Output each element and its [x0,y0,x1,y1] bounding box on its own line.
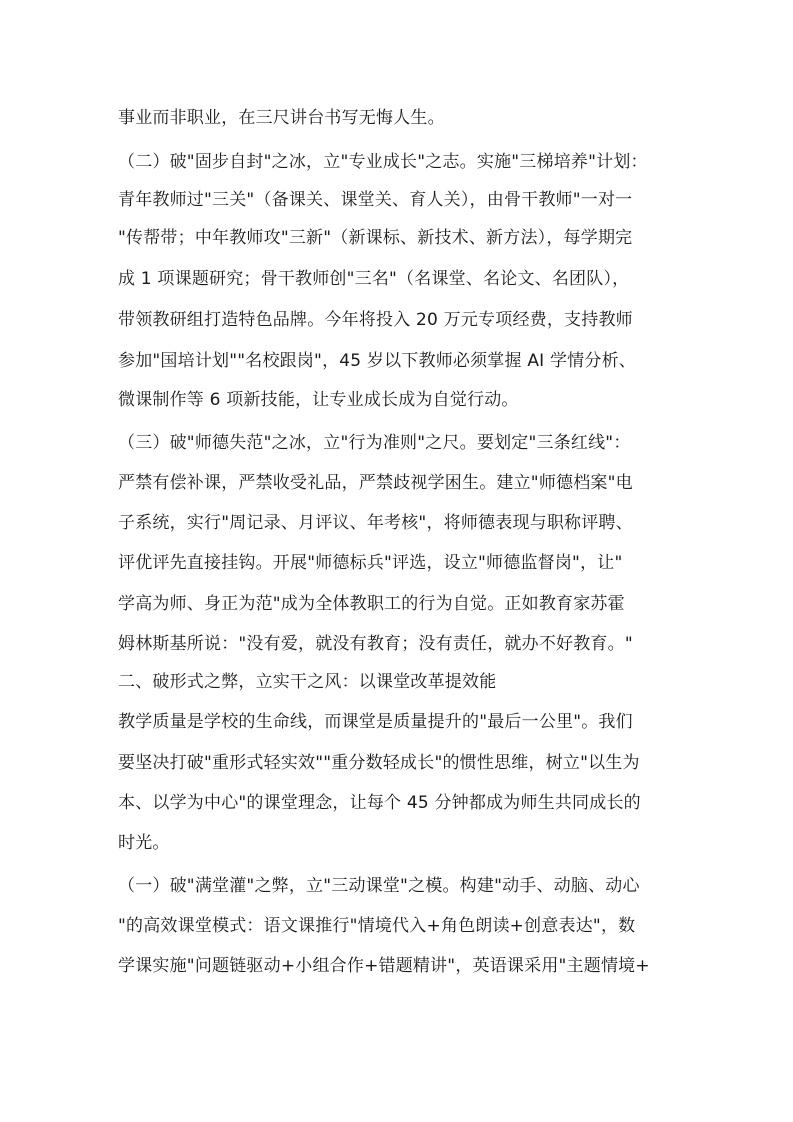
text-line: 本、以学为中心"的课堂理念，让每个 45 分钟都成为师生共同成长的 [118,793,641,813]
section-heading: 二、破形式之弊，立实干之风：以课堂改革提效能 [118,672,497,692]
text-line: 事业而非职业，在三尺讲台书写无悔人生。 [118,108,445,128]
text-line: 严禁有偿补课，严禁收受礼品，严禁歧视学困生。建立"师德档案"电 [118,473,633,493]
text-line: （三）破"师德失范"之冰，立"行为准则"之尺。要划定"三条红线"： [118,433,631,453]
text-line: 微课制作等 6 项新技能，让专业成长成为自觉行动。 [118,390,519,410]
text-line: 成 1 项课题研究；骨干教师创"三名"（名课堂、名论文、名团队）， [118,269,630,289]
text-line: 教学质量是学校的生命线，而课堂是质量提升的"最后一公里"。我们 [118,712,633,732]
text-line: （一）破"满堂灌"之弊，立"三动课堂"之模。构建"动手、动脑、动心 [118,876,640,896]
text-line: 参加"国培计划""名校跟岗"，45 岁以下教师必须掌握 AI 学情分析、 [118,351,636,371]
text-line: "传帮带；中年教师攻"三新"（新课标、新技术、新方法），每学期完 [118,228,633,248]
text-line: 学高为师、身正为范"成为全体教职工的行为自觉。正如教育家苏霍 [118,594,625,614]
text-line: 要坚决打破"重形式轻实效""重分数轻成长"的惯性思维，树立"以生为 [118,753,640,773]
text-line: "的高效课堂模式：语文课推行"情境代入+角色朗读+创意表达"，数 [118,916,636,936]
text-line: 时光。 [118,833,170,853]
text-line: （二）破"固步自封"之冰，立"专业成长"之志。实施"三梯培养"计划： [118,152,648,172]
text-line: 评优评先直接挂钩。开展"师德标兵"评选，设立"师德监督岗"，让" [118,553,623,573]
text-line: 子系统，实行"周记录、月评议、年考核"，将师德表现与职称评聘、 [118,513,633,533]
text-line: 姆林斯基所说："没有爱，就没有教育；没有责任，就办不好教育。" [118,634,633,654]
text-line: 带领教研组打造特色品牌。今年将投入 20 万元专项经费，支持教师 [118,310,633,330]
text-line: 学课实施"问题链驱动+小组合作+错题精讲"，英语课采用"主题情境+ [118,956,650,976]
text-line: 青年教师过"三关"（备课关、课堂关、育人关），由骨干教师"一对一 [118,190,633,210]
